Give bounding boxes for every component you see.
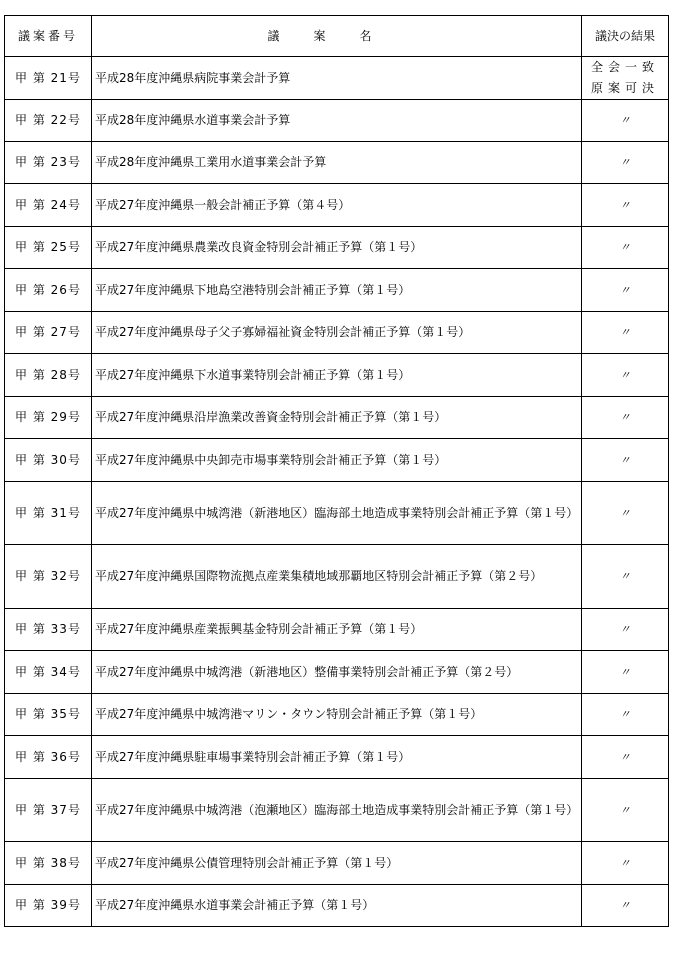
ditto-mark: 〃 [619,803,631,817]
bill-number: 甲 第 27号 [5,312,92,354]
bill-result [582,609,669,651]
header-bill-name: 議案名 [267,28,406,43]
ditto-mark: 〃 [619,326,631,339]
table-row [5,354,669,397]
bill-result [582,736,669,779]
bill-number: 甲 第 28号 [5,354,92,397]
table-row [5,545,669,609]
bill-name: 平成27年度沖縄県中城湾港（新港地区）臨海部土地造成事業特別会計補正予算（第１号） [92,482,582,545]
bill-number: 甲 第 38号 [5,842,92,885]
bill-result [582,312,669,354]
ditto-mark: 〃 [619,411,631,424]
bill-name: 平成27年度沖縄県農業改良資金特別会計補正予算（第１号） [92,227,582,269]
table-row [5,885,669,927]
ditto-mark: 〃 [619,506,631,520]
bill-result [582,482,669,545]
bill-number: 甲 第 22号 [5,100,92,142]
bill-result [582,842,669,885]
bill-number: 甲 第 26号 [5,269,92,312]
bill-number: 甲 第 23号 [5,142,92,184]
bill-number: 甲 第 34号 [5,651,92,694]
table-row [5,439,669,482]
table-row [5,312,669,354]
bill-number: 甲 第 24号 [5,184,92,227]
bill-number: 甲 第 30号 [5,439,92,482]
bill-name: 平成27年度沖縄県中城湾港（新港地区）整備事業特別会計補正予算（第２号） [92,651,582,694]
bill-number: 甲 第 37号 [5,779,92,842]
ditto-mark: 〃 [619,198,631,212]
bill-result [582,354,669,397]
bill-result [582,545,669,609]
ditto-mark: 〃 [619,623,631,636]
bill-result [582,651,669,694]
bill-name: 平成27年度沖縄県産業振興基金特別会計補正予算（第１号） [92,609,582,651]
table-row [5,57,669,100]
bill-result [582,439,669,482]
table-row [5,397,669,439]
ditto-mark: 〃 [619,453,631,467]
bill-number: 甲 第 33号 [5,609,92,651]
ditto-mark: 〃 [619,156,631,169]
bill-name: 平成27年度沖縄県中城湾港マリン・タウン特別会計補正予算（第１号） [92,694,582,736]
bill-number: 甲 第 25号 [5,227,92,269]
ditto-mark: 〃 [619,750,631,764]
bill-name: 平成27年度沖縄県母子父子寡婦福祉資金特別会計補正予算（第１号） [92,312,582,354]
ditto-mark: 〃 [619,241,631,254]
bill-name: 平成27年度沖縄県沿岸漁業改善資金特別会計補正予算（第１号） [92,397,582,439]
bill-name: 平成27年度沖縄県下地島空港特別会計補正予算（第１号） [92,269,582,312]
bill-result [582,885,669,927]
bill-result [582,100,669,142]
bill-name: 平成27年度沖縄県中城湾港（泡瀬地区）臨海部土地造成事業特別会計補正予算（第１号） [92,779,582,842]
ditto-mark: 〃 [619,665,631,679]
table-row [5,184,669,227]
bill-name: 平成27年度沖縄県駐車場事業特別会計補正予算（第１号） [92,736,582,779]
bill-result [582,142,669,184]
bill-result [582,694,669,736]
ditto-mark: 〃 [619,570,631,583]
table-row [5,609,669,651]
bill-number: 甲 第 21号 [5,57,92,100]
bill-name: 平成27年度沖縄県国際物流拠点産業集積地域那覇地区特別会計補正予算（第２号） [92,545,582,609]
header-bill-number: 議案番号 [5,16,92,57]
header-result: 議決の結果 [582,16,669,57]
bill-number: 甲 第 35号 [5,694,92,736]
table-row [5,100,669,142]
result-vote: 全会一致 [590,60,659,74]
ditto-mark: 〃 [619,856,631,870]
bill-name: 平成28年度沖縄県水道事業会計予算 [92,100,582,142]
bill-number: 甲 第 32号 [5,545,92,609]
table-row [5,269,669,312]
ditto-mark: 〃 [619,708,631,721]
table-row [5,227,669,269]
bill-number: 甲 第 31号 [5,482,92,545]
bill-number: 甲 第 29号 [5,397,92,439]
bill-result [582,57,669,100]
bill-name: 平成27年度沖縄県水道事業会計補正予算（第１号） [92,885,582,927]
bill-number: 甲 第 36号 [5,736,92,779]
bill-result [582,779,669,842]
bill-name: 平成27年度沖縄県下水道事業特別会計補正予算（第１号） [92,354,582,397]
bill-number: 甲 第 39号 [5,885,92,927]
table-row [5,482,669,545]
bill-name: 平成27年度沖縄県一般会計補正予算（第４号） [92,184,582,227]
bill-name: 平成27年度沖縄県中央卸売市場事業特別会計補正予算（第１号） [92,439,582,482]
bills-table [4,15,669,927]
table-row [5,694,669,736]
bill-result [582,184,669,227]
table-header-row [5,16,669,57]
bill-result [582,397,669,439]
table-row [5,842,669,885]
ditto-mark: 〃 [619,114,631,127]
bill-name: 平成27年度沖縄県公債管理特別会計補正予算（第１号） [92,842,582,885]
table-row [5,779,669,842]
table-row [5,651,669,694]
bill-name: 平成28年度沖縄県病院事業会計予算 [92,57,582,100]
table-row [5,736,669,779]
bill-result [582,269,669,312]
ditto-mark: 〃 [619,368,631,382]
ditto-mark: 〃 [619,899,631,912]
bill-result [582,227,669,269]
ditto-mark: 〃 [619,283,631,297]
bill-name: 平成28年度沖縄県工業用水道事業会計予算 [92,142,582,184]
table-row [5,142,669,184]
result-decision: 原案可決 [590,81,659,95]
